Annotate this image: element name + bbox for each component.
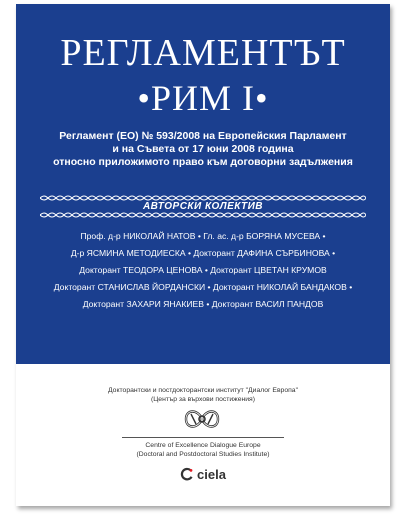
publisher-logo [16,465,390,483]
institute-name-en: Centre of Excellence Dialogue Europe [145,442,261,449]
authors-heading: АВТОРСКИ КОЛЕКТИВ [142,201,264,212]
subtitle-line: относно приложимото право към договорни задължения [53,156,353,168]
title-line-1: РЕГЛАМЕНТЪТ [60,32,346,74]
footer-divider [122,437,284,438]
cover-footer [16,364,390,506]
authors-line: Докторант СТАНИСЛАВ ЙОРДАНСКИ • Докторант НИКОЛАЙ БАНДАКОВ • [53,282,353,292]
subtitle [36,130,370,169]
institute-subtitle-bg: (Център за върхови постижения) [151,396,255,403]
ornament-rule-bottom [40,211,366,219]
authors-line: Проф. д-р НИКОЛАЙ НАТОВ • Гл. ас. д-р БОРЯНА МУСЕВА • [80,231,326,241]
book-cover [16,4,390,506]
cover-blue-panel [16,4,390,364]
authors-list [22,228,384,313]
subtitle-line: и на Съвета от 17 юни 2008 година [112,143,294,155]
title-line-2: •РИМ I• [137,78,269,118]
institute-subtitle-en: (Doctoral and Postdoctoral Studies Institute) [136,451,270,458]
authors-line: Докторант ТЕОДОРА ЦЕНОВА • Докторант ЦВЕТАН КРУМОВ [79,265,327,275]
subtitle-line: Регламент (ЕО) № 593/2008 на Европейския Парламент [59,130,347,142]
ciela-logo-icon [180,467,194,481]
institute-name-bg: Докторантски и постдокторантски институт "Диалог Европа" [108,387,298,394]
publisher-name: ciela [197,466,226,482]
celtic-knot-icon [180,404,224,434]
authors-line: Д-р ЯСМИНА МЕТОДИЕСКА • Докторант ДАФИНА СЪРБИНОВА • [70,248,336,258]
authors-line: Докторант ЗАХАРИ ЯНАКИЕВ • Докторант ВАСИЛ ПАНДОВ [82,299,324,309]
